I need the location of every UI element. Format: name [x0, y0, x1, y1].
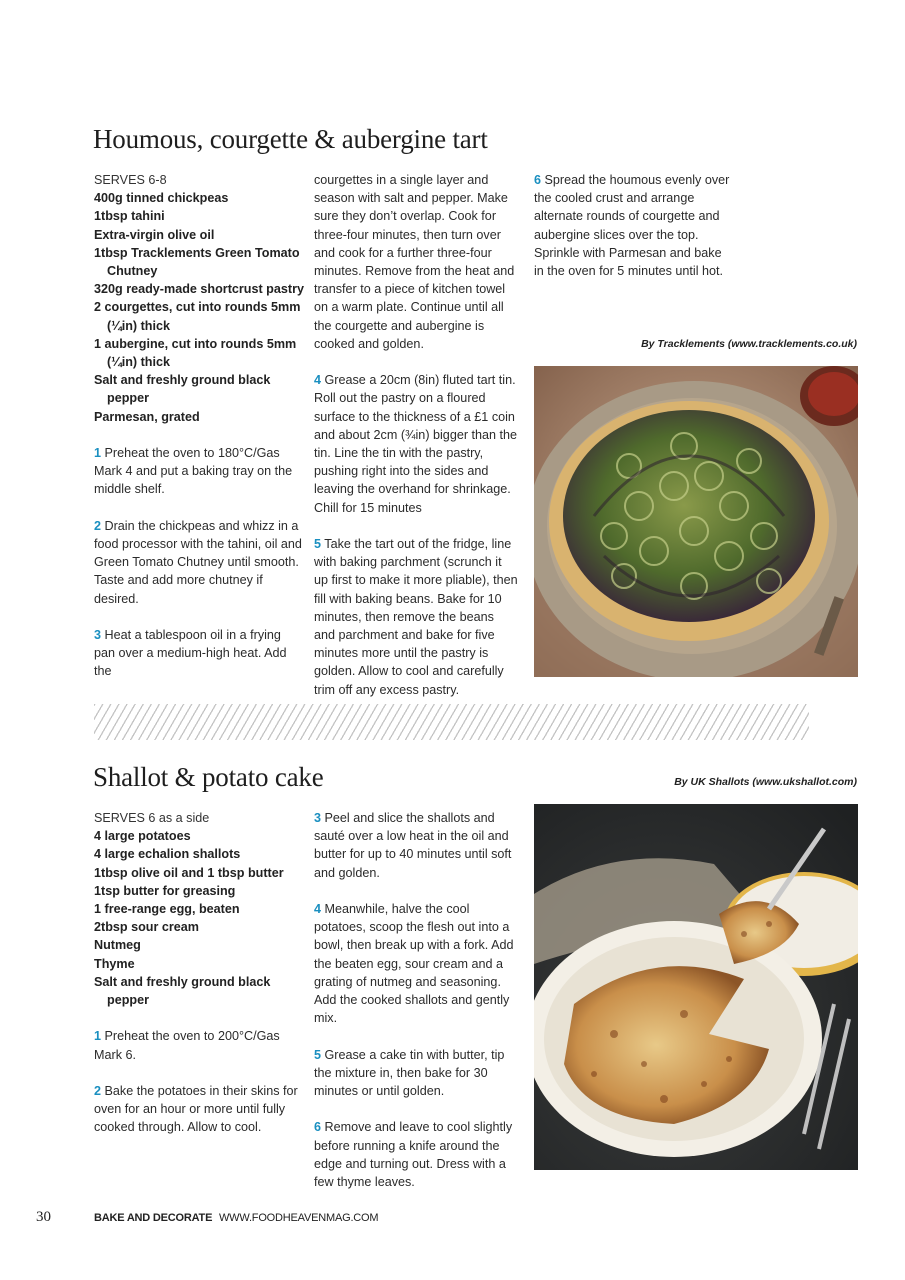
ingredient-item: Parmesan, grated	[94, 409, 200, 424]
method-step	[94, 1027, 304, 1063]
footer-section: BAKE AND DECORATE	[94, 1212, 213, 1224]
ingredient-item: Salt and freshly ground black pepper	[94, 974, 271, 1008]
ingredient-item: Salt and freshly ground black pepper	[94, 373, 271, 406]
ingredient-item: 1tbsp tahini	[94, 209, 165, 224]
footer-website: WWW.FOODHEAVENMAG.COM	[219, 1212, 379, 1224]
ingredients-list	[94, 189, 304, 426]
step-text: Bake the potatoes in their skins for oven for an hour or more until fully cooked through. Allow to cool.	[94, 1084, 298, 1135]
recipe1-column-1	[94, 171, 304, 699]
method-step	[314, 371, 518, 517]
ingredient-item: 1tbsp Tracklements Green Tomato Chutney	[94, 245, 300, 279]
step-number: 3	[94, 628, 102, 643]
recipe1-credit: By Tracklements (www.tracklements.co.uk)	[641, 338, 857, 350]
step-number: 2	[94, 518, 102, 533]
step-number: 6	[534, 173, 542, 187]
section-divider	[94, 704, 809, 740]
step-number: 1	[94, 1029, 102, 1044]
ingredient-item: 1 aubergine, cut into rounds 5mm (¼in) thick	[94, 336, 297, 370]
ingredient-item: 1tsp butter for greasing	[94, 883, 236, 898]
method-step	[314, 535, 518, 699]
ingredient-item: Extra-virgin olive oil	[94, 227, 215, 242]
ingredient-item: 1tbsp olive oil and 1 tbsp butter	[94, 865, 284, 880]
page-number: 30	[36, 1209, 51, 1225]
recipe1-column-3	[534, 171, 734, 298]
step-text: Spread the houmous evenly over the cooled crust and arrange alternate rounds of courgette and aubergine slices over the top. Sprinkle with Parmesan and bake in the oven for 5 minutes until hot.	[534, 173, 730, 279]
step-number: 5	[314, 537, 322, 552]
step-number: 2	[94, 1084, 102, 1099]
step-text: Remove and leave to cool slightly before running a knife around the edge and turning out. Dress with a few thyme leaves.	[314, 1120, 513, 1190]
ingredient-item: 2tbsp sour cream	[94, 920, 199, 935]
method-step	[314, 1046, 518, 1101]
step-text: Grease a cake tin with butter, tip the mixture in, then bake for 30 minutes or until golden.	[314, 1047, 505, 1099]
ingredient-item: 400g tinned chickpeas	[94, 191, 229, 206]
ingredients-list	[94, 827, 304, 1009]
step-text: Drain the chickpeas and whizz in a food processor with the tahini, oil and Green Tomato Chutney until smooth. Taste and add more chutney if desired.	[94, 518, 302, 606]
ingredient-item: Nutmeg	[94, 938, 141, 953]
step-number: 3	[314, 811, 322, 825]
step-text: Preheat the oven to 180°C/Gas Mark 4 and put a baking tray on the middle shelf.	[94, 446, 293, 497]
serves-label: SERVES 6 as a side	[94, 811, 210, 825]
potato-cake-photo	[534, 804, 858, 1170]
method-step	[94, 626, 304, 681]
serves-label: SERVES 6-8	[94, 173, 167, 187]
step-number: 4	[314, 902, 322, 916]
method-step-continued	[314, 171, 518, 353]
recipe2-column-2	[314, 809, 518, 1209]
ingredient-item: Thyme	[94, 956, 135, 971]
recipe2-column-1	[94, 809, 304, 1155]
method-step	[314, 900, 518, 1027]
step-text: Grease a 20cm (8in) fluted tart tin. Roll out the pastry on a floured surface to the thickness of a £1 coin and about 2cm (¾in) bigger than the tin. Line the tin with the pastry, pushing right into the sides and leaving the overhand for shrinkage. Chill for 15 minutes	[314, 373, 518, 515]
step-number: 6	[314, 1120, 322, 1135]
recipe-title: Houmous, courgette & aubergine tart	[93, 124, 488, 154]
method-step	[534, 171, 734, 280]
ingredient-item: 4 large echalion shallots	[94, 847, 241, 862]
ingredient-item: 4 large potatoes	[94, 829, 191, 844]
step-text: Meanwhile, halve the cool potatoes, scoop the flesh out into a bowl, then break up with a fork. Add the beaten egg, sour cream and a grating of nutmeg and seasoning. Add the cooked shallots and gently mix.	[314, 902, 514, 1026]
tart-photo	[534, 366, 858, 677]
method-step	[314, 809, 518, 882]
step-text: Preheat the oven to 200°C/Gas Mark 6.	[94, 1029, 280, 1062]
ingredient-item: 2 courgettes, cut into rounds 5mm (¼in) thick	[94, 300, 301, 333]
recipe1-column-2	[314, 171, 518, 717]
ingredient-item: 320g ready-made shortcrust pastry	[94, 282, 304, 297]
method-step	[94, 444, 304, 499]
step-number: 5	[314, 1047, 322, 1062]
step-text: Heat a tablespoon oil in a frying pan over a medium-high heat. Add the	[94, 628, 287, 679]
tart-photo-illustration	[534, 366, 858, 677]
step-number: 4	[314, 373, 322, 388]
recipe-title: Shallot & potato cake	[93, 762, 324, 792]
ingredient-item: 1 free-range egg, beaten	[94, 902, 240, 917]
step-text: Peel and slice the shallots and sauté over a low heat in the oil and butter for up to 40 minutes until soft and golden.	[314, 811, 512, 880]
method-step	[314, 1118, 518, 1191]
method-step	[94, 1082, 304, 1137]
method-step	[94, 517, 304, 608]
recipe2-credit: By UK Shallots (www.ukshallot.com)	[674, 776, 857, 788]
step-number: 1	[94, 446, 102, 461]
step-text: courgettes in a single layer and season with salt and pepper. Make sure they don’t overlap. Cook for three-four minutes, then turn over and cook for a further three-four minutes. Remove from the heat and transfer to a piece of kitchen towel on a warm plate. Continue until all the courgette and aubergine is cooked and golden.	[314, 173, 515, 351]
step-text: Take the tart out of the fridge, line with baking parchment (scrunch it up first to make it more pliable), then fill with baking beans. Bake for 10 minutes, then remove the beans and parchment and bake for five minutes more until the pastry is golden. Allow to cool and carefully trim off any excess pastry.	[314, 537, 518, 697]
potato-cake-photo-illustration	[534, 804, 858, 1170]
